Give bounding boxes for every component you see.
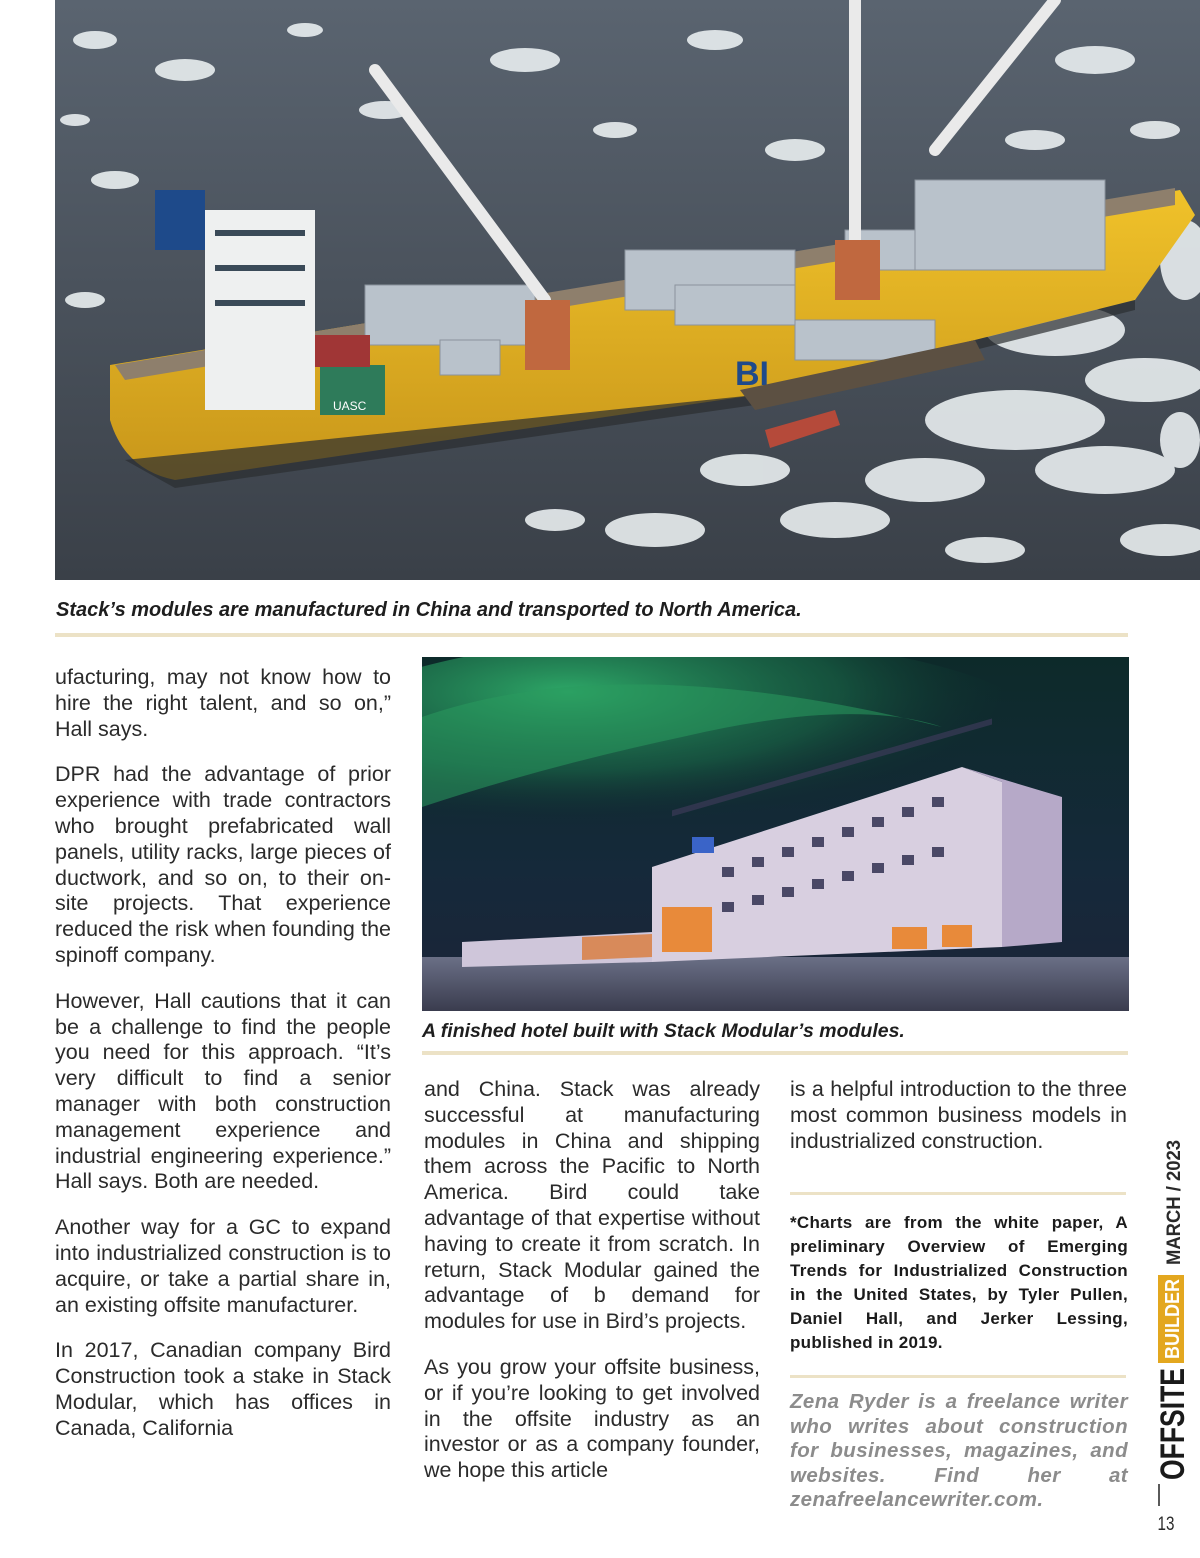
page-number-bar: [1158, 1484, 1160, 1506]
article-left-column: [55, 665, 391, 1462]
magazine-masthead: [1150, 1140, 1190, 1480]
hotel-photo-caption: A finished hotel built with Stack Modular’s modules.: [422, 1020, 905, 1042]
charts-footnote: *Charts are from the white paper, A preliminary Overview of Emerging Trends for Industrialized Construction in the United States, by Tyler Pullen, Daniel Hall, and Jerker Lessing, published in 2019.: [790, 1213, 1128, 1352]
brand-secondary: BUILDER: [1162, 1270, 1184, 1359]
hotel-photo: [422, 657, 1129, 1011]
bio-divider: [790, 1375, 1126, 1378]
caption-divider: [55, 633, 1128, 637]
footnote-divider: [790, 1192, 1126, 1195]
brand-primary: OFFSITE: [1154, 1336, 1190, 1480]
paragraph: DPR had the advantage of prior experience with trade contractors who brought prefabricated wall panels, utility racks, large pieces of ductwork, and so on, to their on-site projects. That experience reduced the risk when founding the spinoff company.: [55, 762, 391, 967]
paragraph: However, Hall cautions that it can be a challenge to find the people you need for this approach. “It’s very difficult to find a senior manager with both construction management experience and industrial engineering experience.” Hall says. Both are needed.: [55, 988, 391, 1194]
paragraph: In 2017, Canadian company Bird Construction took a stake in Stack Modular, which has offices in Canada, California: [55, 1338, 391, 1440]
article-right-column: [790, 1077, 1127, 1174]
caption-divider: [422, 1051, 1128, 1055]
container-label: UASC: [333, 399, 367, 413]
paragraph: is a helpful introduction to the three most common business models in industrialized construction.: [790, 1077, 1127, 1153]
ship-photo-caption: Stack’s modules are manufactured in China and transported to North America.: [56, 599, 802, 621]
article-middle-column: [424, 1077, 760, 1504]
ship-photo: [55, 0, 1200, 580]
issue-date: MARCH / 2023: [1164, 1140, 1185, 1265]
author-bio: Zena Ryder is a freelance writer who writes about construction for businesses, magazines, and websites. Find her at zenafreelancewriter.com.: [790, 1390, 1128, 1511]
paragraph: ufacturing, may not know how to hire the right talent, and so on,” Hall says.: [55, 665, 391, 741]
hull-lettering: BI: [735, 355, 769, 393]
paragraph: Another way for a GC to expand into industrialized construction is to acquire, or take a partial share in, an existing offsite manufacturer.: [55, 1215, 391, 1317]
paragraph: As you grow your offsite business, or if you’re looking to get involved in the offsite industry as an investor or as a company founder, we hope this article: [424, 1354, 760, 1483]
paragraph: and China. Stack was already successful at manufacturing modules in China and shipping them across the Pacific to North America. Bird could take advantage of that expertise without having to create it from scratch. In return, Stack Modular gained the advantage of b demand for modules for use in Bird’s projects.: [424, 1077, 760, 1334]
page-number: 13: [1157, 1514, 1175, 1535]
